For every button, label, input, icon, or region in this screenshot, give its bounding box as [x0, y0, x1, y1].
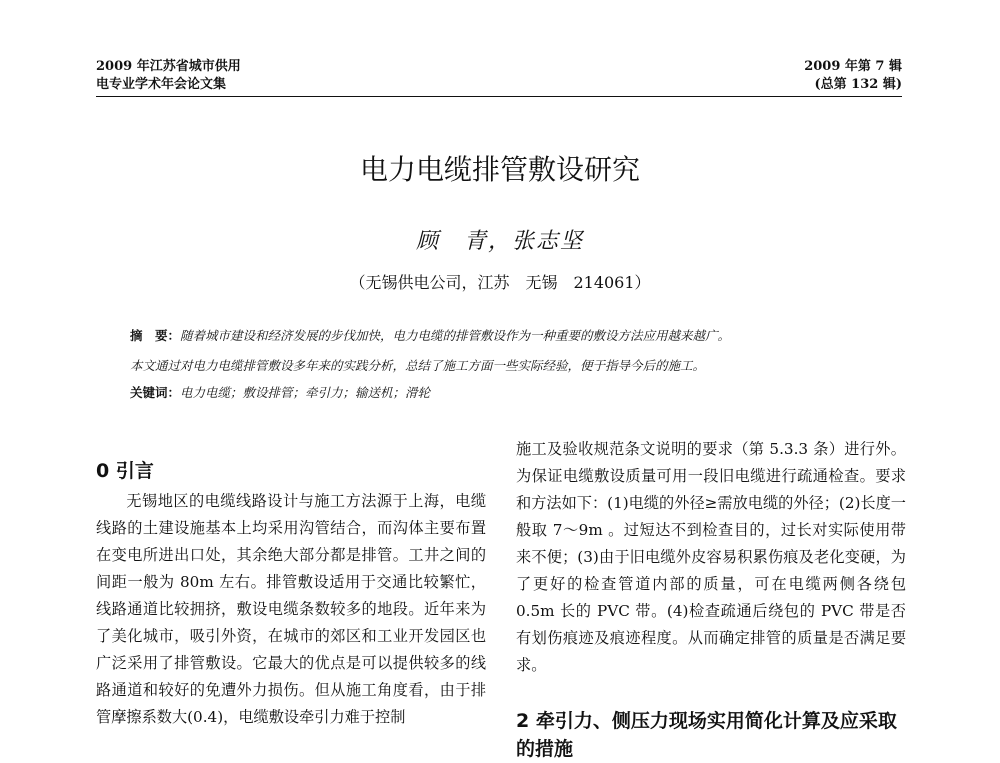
- abstract-text-1: 随着城市建设和经济发展的步伐加快，电力电缆的排管敷设作为一种重要的敷设方法应用越来越广。: [180, 328, 731, 343]
- right-column: [516, 436, 906, 679]
- header-right-line1: 2009 年第 7 辑: [804, 59, 902, 74]
- header-left-line2: 电专业学术年会论文集: [96, 77, 227, 92]
- header-rule: [96, 96, 902, 97]
- abstract-label: 摘 要：: [130, 328, 181, 343]
- paper-title: 电力电缆排管敷设研究: [359, 153, 640, 186]
- left-column: [96, 488, 486, 731]
- paper-authors: 顾 青，张志坚: [415, 229, 584, 254]
- section-2-heading: 2 牵引力、侧压力现场实用简化计算及应采取的措施: [516, 710, 897, 760]
- keywords-label: 关键词：: [130, 385, 181, 400]
- header-right: [804, 58, 902, 94]
- abstract-line2: [130, 356, 705, 376]
- abstract-line1: [130, 326, 730, 346]
- keywords-text: 电力电缆；敷设排管；牵引力；输送机；滑轮: [180, 385, 431, 400]
- header-left: [96, 58, 241, 94]
- keywords-line: [130, 383, 430, 403]
- abstract-text-2: 本文通过对电力电缆排管敷设多年来的实践分析，总结了施工方面一些实际经验，便于指导今后的施工。: [130, 358, 706, 373]
- section-0-heading: 0 引言: [96, 460, 154, 482]
- header-left-line1: 2009 年江苏省城市供用: [96, 59, 241, 74]
- header-right-line2: (总第 132 辑): [814, 77, 902, 92]
- section-0-body: 无锡地区的电缆线路设计与施工方法源于上海，电缆线路的土建设施基本上均采用沟管结合，而沟体主要布置在变电所进出口处，其余绝大部分都是排管。工井之间的间距一般为 80m 左右。排管敷设适用于交通比较繁忙，线路通道比较拥挤，敷设电缆条数较多的地段。近年来为了美化城市，吸引外资，在城市的郊区和工业开发园区也广泛采用了排管敷设。它最大的优点是可以提供较多的线路通道和较好的免遭外力损伤。但从施工角度看，由于排管摩擦系数大(0.4)，电缆敷设牵引力难于控制: [96, 492, 486, 726]
- right-column-body: 施工及验收规范条文说明的要求（第 5.3.3 条）进行外。为保证电缆敷设质量可用一段旧电缆进行疏通检查。要求和方法如下：(1)电缆的外径≥需放电缆的外径；(2)长度一般取 7～9m 。过短达不到检查目的，过长对实际使用带来不便；(3)由于旧电缆外皮容易积累伤痕及老化变硬，为了更好的检查管道内部的质量，可在电缆两侧各绕包 0.5m 长的 PVC 带。(4)检查疏通后绕包的 PVC 带是否有划伤痕迹及痕迹程度。从而确定排管的质量是否满足要求。: [516, 440, 906, 674]
- paper-affiliation: （无锡供电公司，江苏 无锡 214061）: [349, 273, 651, 292]
